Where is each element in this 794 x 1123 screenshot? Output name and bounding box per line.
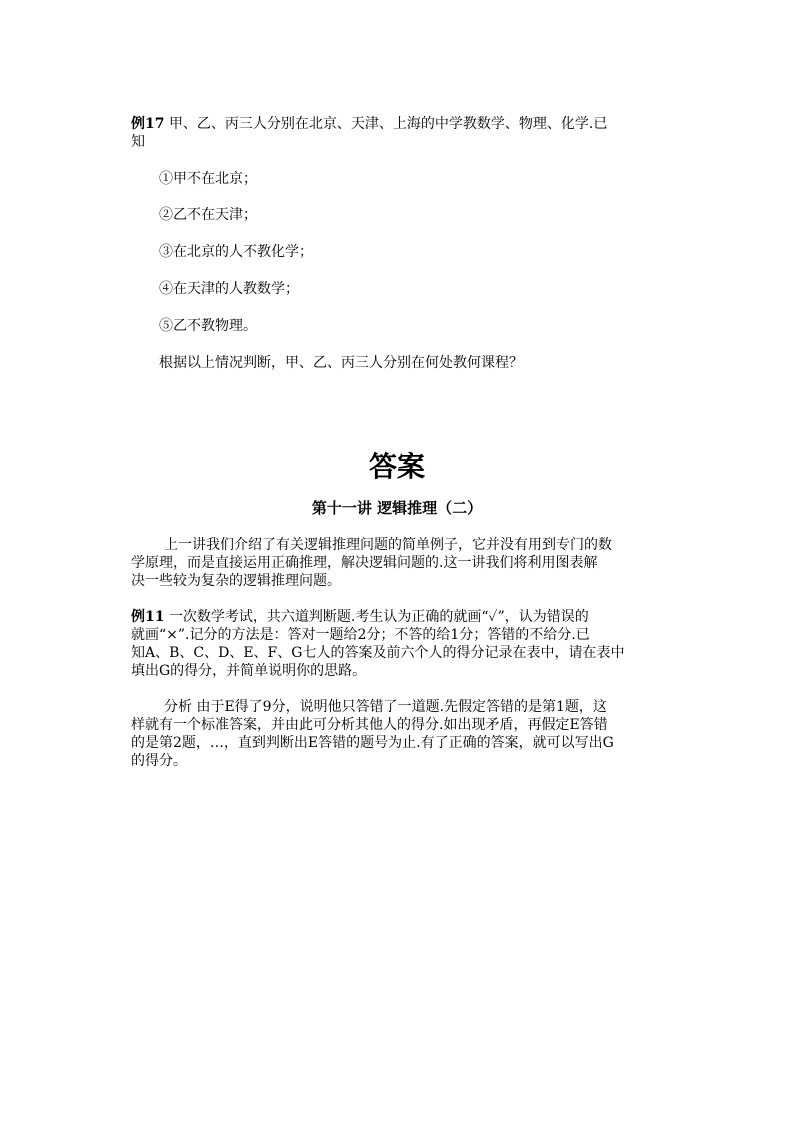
example-line-4: 填出G的得分，并简单说明你的思路。 xyxy=(131,663,367,679)
problem-first-line xyxy=(131,114,607,134)
example-line-2: 就画“×”.记分的方法是：答对一题给2分；不答的给1分；答错的不给分.已 xyxy=(131,627,590,643)
analysis-line-3: 的是第2题，…，直到判断出E答错的题号为止.有了正确的答案，就可以写出G xyxy=(131,735,614,751)
intro-line-3: 决一些较为复杂的逻辑推理问题。 xyxy=(131,573,341,589)
condition-1: ①甲不在北京； xyxy=(159,171,257,187)
condition-3: ③在北京的人不教化学； xyxy=(159,244,313,260)
intro-line-2: 学原理，而是直接运用正确推理，解决逻辑问题的.这一讲我们将利用图表解 xyxy=(131,555,598,571)
problem-text: 甲、乙、丙三人分别在北京、天津、上海的中学教数学、物理、化学.已 xyxy=(168,116,608,132)
condition-4: ④在天津的人教数学； xyxy=(159,281,299,297)
analysis-line-4: 的得分。 xyxy=(131,753,187,769)
problem-question: 根据以上情况判断，甲、乙、丙三人分别在何处教何课程？ xyxy=(159,355,523,371)
problem-text-continued: 知 xyxy=(131,134,145,150)
condition-2: ②乙不在天津； xyxy=(159,207,257,223)
condition-5: ⑤乙不教物理。 xyxy=(159,318,257,334)
example-first-line xyxy=(131,607,589,627)
intro-line-1: 上一讲我们介绍了有关逻辑推理问题的简单例子，它并没有用到专门的数 xyxy=(164,537,612,553)
analysis-line-1: 分析 由于E得了9分，说明他只答错了一道题.先假定答错的是第1题，这 xyxy=(164,699,607,715)
problem-label: 例17 xyxy=(131,116,165,132)
answer-heading: 答案 xyxy=(368,450,425,483)
analysis-line-2: 样就有一个标准答案，并由此可分析其他人的得分.如出现矛盾，再假定E答错 xyxy=(131,717,608,733)
example-line-1: 一次数学考试，共六道判断题.考生认为正确的就画“✓”，认为错误的 xyxy=(168,609,589,625)
example-line-3: 知A、B、C、D、E、F、G七人的答案及前六个人的得分记录在表中，请在表中 xyxy=(131,645,625,661)
lecture-title: 第十一讲 逻辑推理（二） xyxy=(311,499,483,517)
example-label: 例11 xyxy=(131,609,165,625)
